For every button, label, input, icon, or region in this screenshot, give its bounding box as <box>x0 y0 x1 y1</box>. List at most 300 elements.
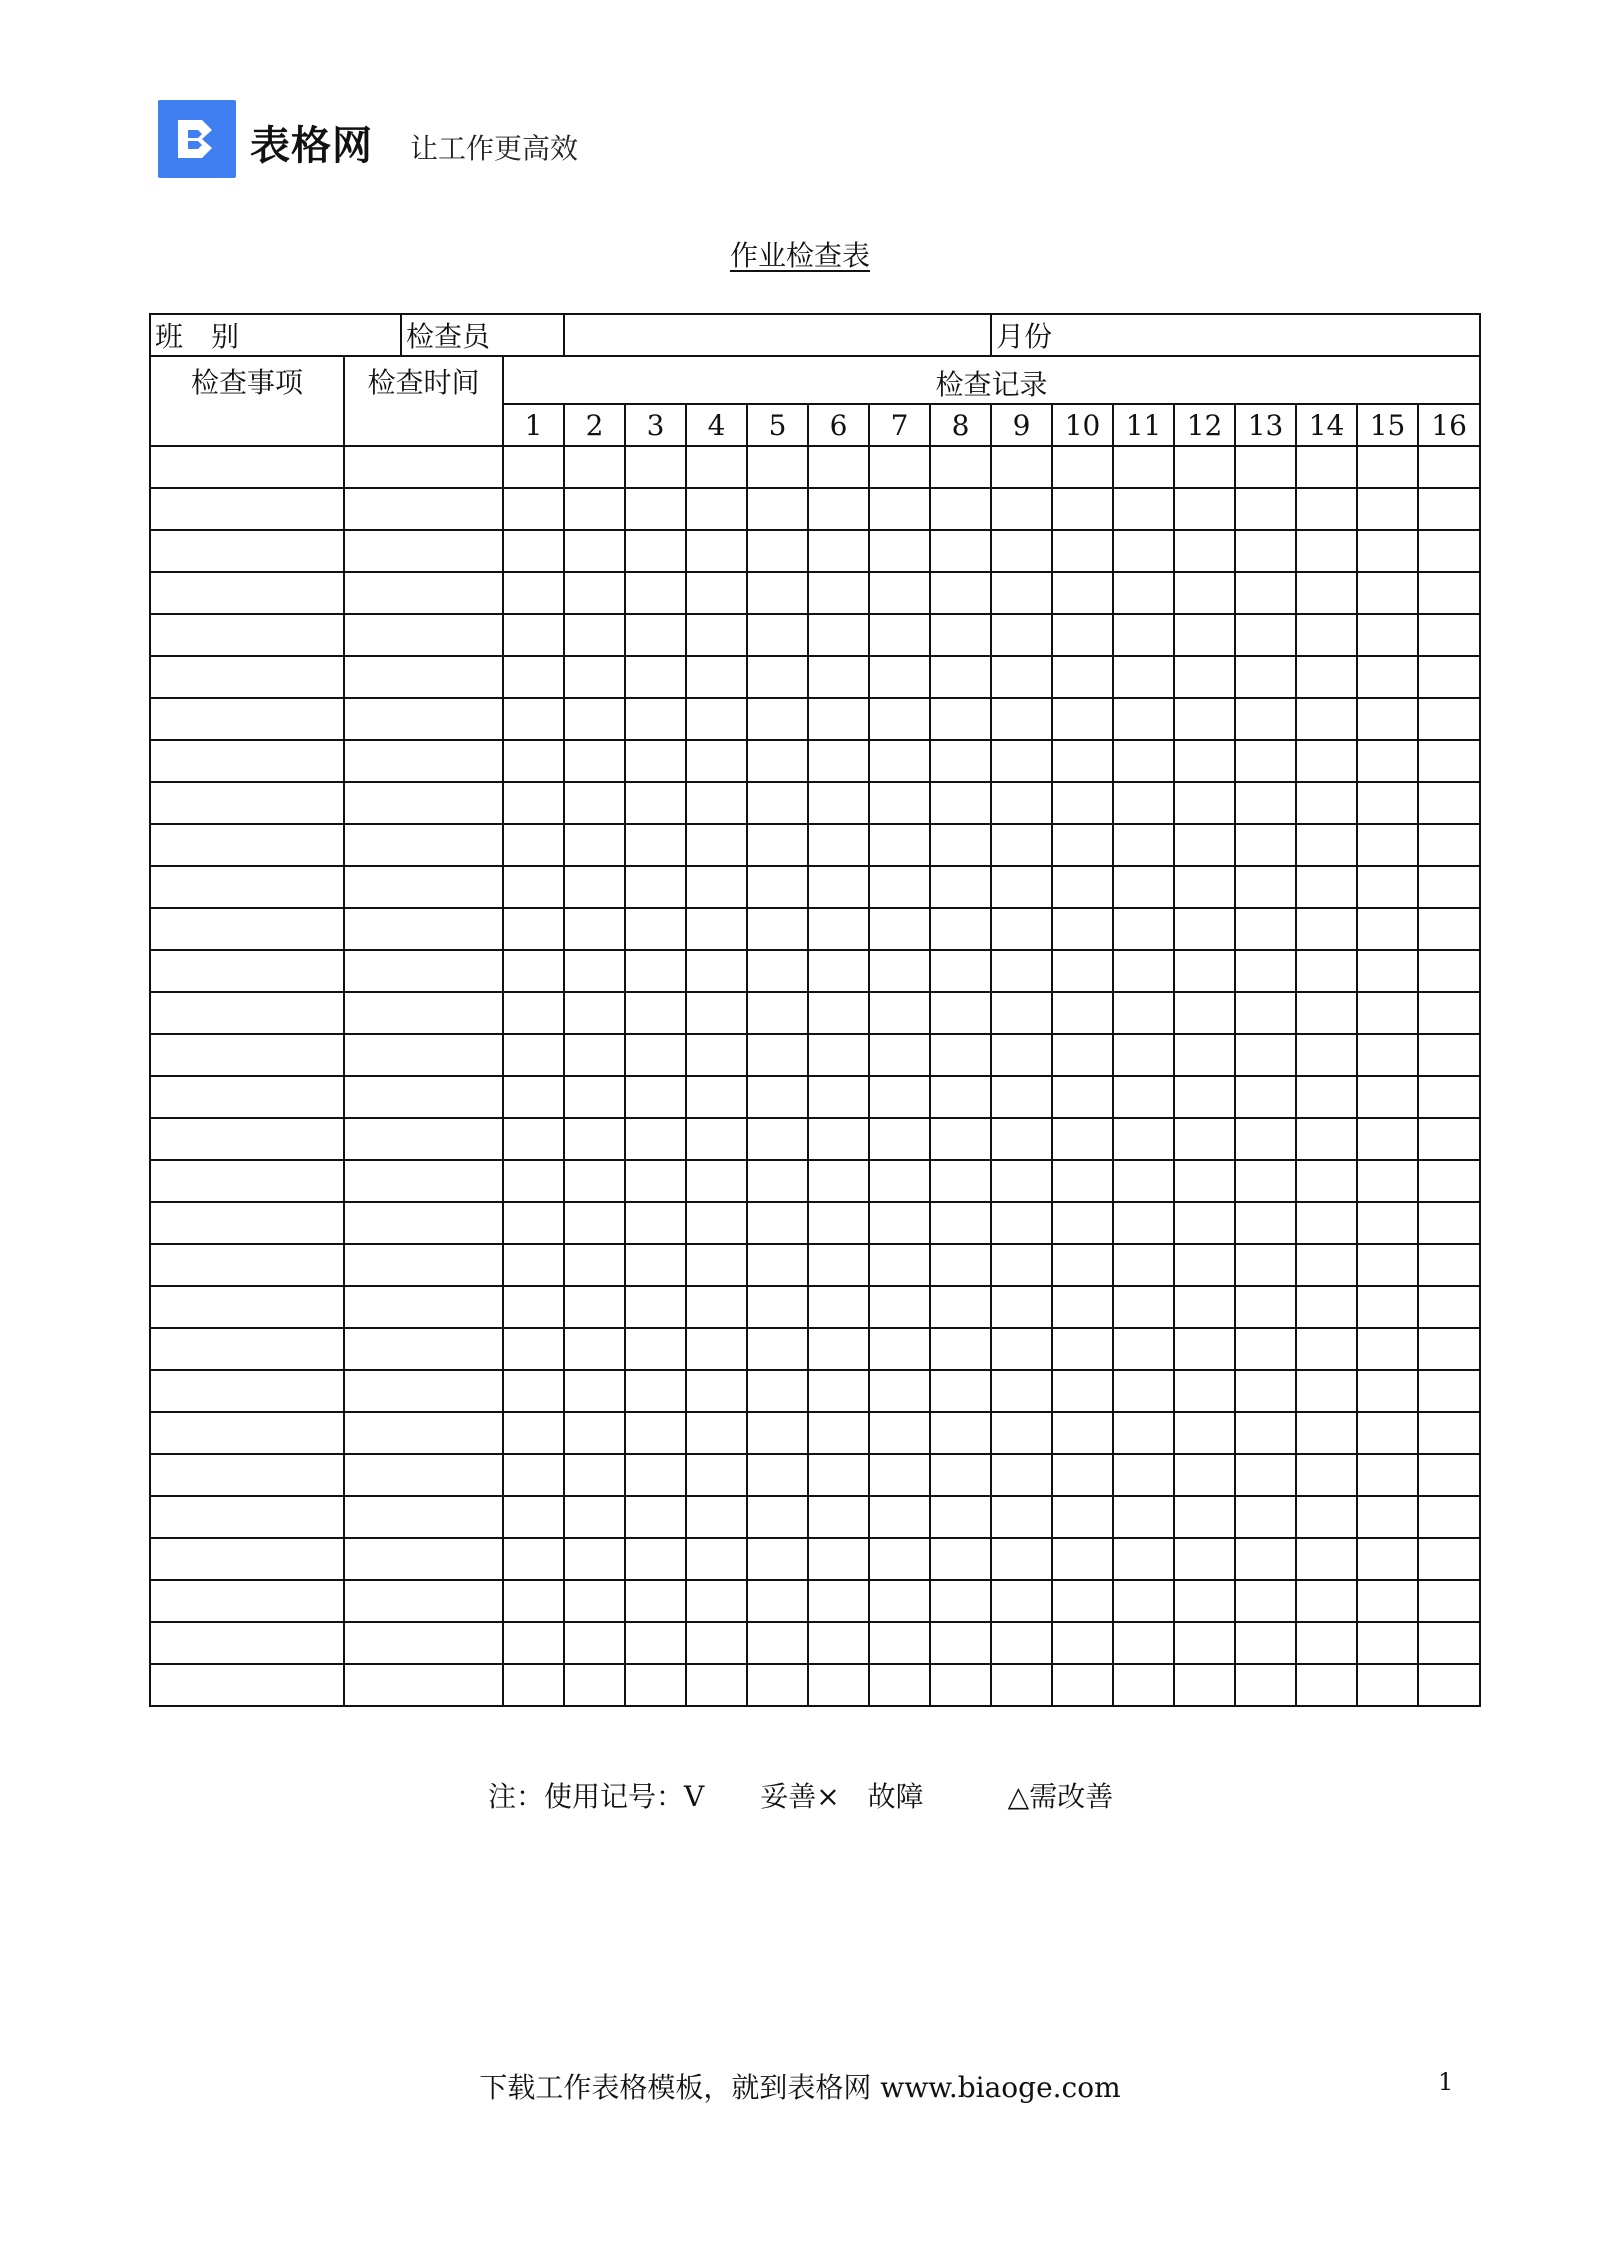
record-cell[interactable] <box>564 614 625 656</box>
record-cell[interactable] <box>1113 1496 1174 1538</box>
record-cell[interactable] <box>686 866 747 908</box>
record-cell[interactable] <box>564 1454 625 1496</box>
record-cell[interactable] <box>503 950 564 992</box>
record-cell[interactable] <box>1052 656 1113 698</box>
record-cell[interactable] <box>1113 908 1174 950</box>
record-cell[interactable] <box>808 656 869 698</box>
record-cell[interactable] <box>1174 824 1235 866</box>
record-cell[interactable] <box>930 866 991 908</box>
record-cell[interactable] <box>747 1370 808 1412</box>
record-cell[interactable] <box>808 992 869 1034</box>
record-cell[interactable] <box>747 530 808 572</box>
record-cell[interactable] <box>1418 1034 1480 1076</box>
item-cell[interactable] <box>150 950 344 992</box>
record-cell[interactable] <box>1296 782 1357 824</box>
record-cell[interactable] <box>564 1538 625 1580</box>
record-cell[interactable] <box>1174 1496 1235 1538</box>
record-cell[interactable] <box>991 782 1052 824</box>
record-cell[interactable] <box>869 698 930 740</box>
record-cell[interactable] <box>1113 1118 1174 1160</box>
record-cell[interactable] <box>1296 908 1357 950</box>
record-cell[interactable] <box>869 950 930 992</box>
record-cell[interactable] <box>1357 1076 1418 1118</box>
record-cell[interactable] <box>1052 1580 1113 1622</box>
item-cell[interactable] <box>150 1286 344 1328</box>
record-cell[interactable] <box>1235 1034 1296 1076</box>
record-cell[interactable] <box>930 740 991 782</box>
record-cell[interactable] <box>686 1622 747 1664</box>
record-cell[interactable] <box>869 1034 930 1076</box>
record-cell[interactable] <box>808 1076 869 1118</box>
record-cell[interactable] <box>625 1160 686 1202</box>
record-cell[interactable] <box>747 1118 808 1160</box>
record-cell[interactable] <box>1296 530 1357 572</box>
record-cell[interactable] <box>686 1160 747 1202</box>
time-cell[interactable] <box>344 1496 503 1538</box>
record-cell[interactable] <box>1174 1580 1235 1622</box>
time-cell[interactable] <box>344 446 503 488</box>
record-cell[interactable] <box>991 572 1052 614</box>
record-cell[interactable] <box>991 1496 1052 1538</box>
record-cell[interactable] <box>1235 446 1296 488</box>
item-cell[interactable] <box>150 1202 344 1244</box>
record-cell[interactable] <box>869 866 930 908</box>
record-cell[interactable] <box>503 488 564 530</box>
record-cell[interactable] <box>1418 530 1480 572</box>
item-cell[interactable] <box>150 908 344 950</box>
time-cell[interactable] <box>344 530 503 572</box>
record-cell[interactable] <box>869 740 930 782</box>
record-cell[interactable] <box>1113 992 1174 1034</box>
record-cell[interactable] <box>1357 992 1418 1034</box>
record-cell[interactable] <box>991 656 1052 698</box>
record-cell[interactable] <box>808 1454 869 1496</box>
record-cell[interactable] <box>1113 1412 1174 1454</box>
record-cell[interactable] <box>1418 1328 1480 1370</box>
record-cell[interactable] <box>686 1118 747 1160</box>
record-cell[interactable] <box>930 1202 991 1244</box>
record-cell[interactable] <box>1296 488 1357 530</box>
record-cell[interactable] <box>625 614 686 656</box>
record-cell[interactable] <box>1113 572 1174 614</box>
record-cell[interactable] <box>930 1328 991 1370</box>
record-cell[interactable] <box>1235 992 1296 1034</box>
record-cell[interactable] <box>1418 866 1480 908</box>
record-cell[interactable] <box>747 740 808 782</box>
record-cell[interactable] <box>1052 488 1113 530</box>
item-cell[interactable] <box>150 1538 344 1580</box>
record-cell[interactable] <box>1113 1244 1174 1286</box>
record-cell[interactable] <box>564 1202 625 1244</box>
record-cell[interactable] <box>747 656 808 698</box>
record-cell[interactable] <box>564 1370 625 1412</box>
record-cell[interactable] <box>1418 1538 1480 1580</box>
record-cell[interactable] <box>503 1496 564 1538</box>
record-cell[interactable] <box>1357 740 1418 782</box>
time-cell[interactable] <box>344 1622 503 1664</box>
record-cell[interactable] <box>1235 698 1296 740</box>
record-cell[interactable] <box>625 698 686 740</box>
record-cell[interactable] <box>808 1202 869 1244</box>
record-cell[interactable] <box>991 1664 1052 1706</box>
record-cell[interactable] <box>503 1412 564 1454</box>
record-cell[interactable] <box>1357 1286 1418 1328</box>
record-cell[interactable] <box>1357 614 1418 656</box>
record-cell[interactable] <box>1357 866 1418 908</box>
record-cell[interactable] <box>686 782 747 824</box>
record-cell[interactable] <box>808 866 869 908</box>
record-cell[interactable] <box>1357 1538 1418 1580</box>
record-cell[interactable] <box>869 572 930 614</box>
record-cell[interactable] <box>1052 1244 1113 1286</box>
record-cell[interactable] <box>930 530 991 572</box>
record-cell[interactable] <box>1296 824 1357 866</box>
record-cell[interactable] <box>1174 1370 1235 1412</box>
record-cell[interactable] <box>564 572 625 614</box>
record-cell[interactable] <box>747 446 808 488</box>
record-cell[interactable] <box>930 614 991 656</box>
record-cell[interactable] <box>747 908 808 950</box>
record-cell[interactable] <box>686 572 747 614</box>
record-cell[interactable] <box>869 1412 930 1454</box>
time-cell[interactable] <box>344 1286 503 1328</box>
record-cell[interactable] <box>1357 782 1418 824</box>
record-cell[interactable] <box>869 1622 930 1664</box>
record-cell[interactable] <box>1113 1370 1174 1412</box>
record-cell[interactable] <box>503 1160 564 1202</box>
record-cell[interactable] <box>1174 614 1235 656</box>
record-cell[interactable] <box>1235 1412 1296 1454</box>
record-cell[interactable] <box>1296 1664 1357 1706</box>
record-cell[interactable] <box>747 1244 808 1286</box>
record-cell[interactable] <box>991 1076 1052 1118</box>
record-cell[interactable] <box>686 824 747 866</box>
record-cell[interactable] <box>991 1328 1052 1370</box>
record-cell[interactable] <box>1113 950 1174 992</box>
record-cell[interactable] <box>625 1454 686 1496</box>
record-cell[interactable] <box>1174 572 1235 614</box>
item-cell[interactable] <box>150 446 344 488</box>
record-cell[interactable] <box>808 1664 869 1706</box>
record-cell[interactable] <box>1052 614 1113 656</box>
record-cell[interactable] <box>625 1538 686 1580</box>
record-cell[interactable] <box>686 1202 747 1244</box>
record-cell[interactable] <box>503 1454 564 1496</box>
record-cell[interactable] <box>503 1202 564 1244</box>
record-cell[interactable] <box>808 1328 869 1370</box>
record-cell[interactable] <box>1418 1622 1480 1664</box>
record-cell[interactable] <box>1418 824 1480 866</box>
item-cell[interactable] <box>150 656 344 698</box>
record-cell[interactable] <box>1113 1664 1174 1706</box>
record-cell[interactable] <box>686 1664 747 1706</box>
record-cell[interactable] <box>564 866 625 908</box>
record-cell[interactable] <box>1052 908 1113 950</box>
record-cell[interactable] <box>686 530 747 572</box>
record-cell[interactable] <box>564 908 625 950</box>
record-cell[interactable] <box>1357 824 1418 866</box>
record-cell[interactable] <box>747 1622 808 1664</box>
record-cell[interactable] <box>808 824 869 866</box>
record-cell[interactable] <box>991 824 1052 866</box>
record-cell[interactable] <box>1357 950 1418 992</box>
record-cell[interactable] <box>564 1076 625 1118</box>
record-cell[interactable] <box>1418 572 1480 614</box>
record-cell[interactable] <box>991 446 1052 488</box>
record-cell[interactable] <box>503 1034 564 1076</box>
record-cell[interactable] <box>1357 530 1418 572</box>
record-cell[interactable] <box>1357 1244 1418 1286</box>
item-cell[interactable] <box>150 1160 344 1202</box>
record-cell[interactable] <box>564 1664 625 1706</box>
record-cell[interactable] <box>1052 992 1113 1034</box>
record-cell[interactable] <box>747 992 808 1034</box>
record-cell[interactable] <box>808 740 869 782</box>
time-cell[interactable] <box>344 824 503 866</box>
record-cell[interactable] <box>1052 1496 1113 1538</box>
record-cell[interactable] <box>1174 740 1235 782</box>
record-cell[interactable] <box>1296 1244 1357 1286</box>
record-cell[interactable] <box>503 1118 564 1160</box>
record-cell[interactable] <box>1357 1328 1418 1370</box>
record-cell[interactable] <box>1052 446 1113 488</box>
record-cell[interactable] <box>564 1412 625 1454</box>
record-cell[interactable] <box>808 530 869 572</box>
record-cell[interactable] <box>1296 614 1357 656</box>
record-cell[interactable] <box>1235 908 1296 950</box>
record-cell[interactable] <box>1235 824 1296 866</box>
record-cell[interactable] <box>991 1286 1052 1328</box>
record-cell[interactable] <box>1113 1622 1174 1664</box>
record-cell[interactable] <box>625 782 686 824</box>
record-cell[interactable] <box>747 572 808 614</box>
record-cell[interactable] <box>1296 1160 1357 1202</box>
record-cell[interactable] <box>1357 908 1418 950</box>
record-cell[interactable] <box>1174 1454 1235 1496</box>
record-cell[interactable] <box>1296 1580 1357 1622</box>
record-cell[interactable] <box>1174 908 1235 950</box>
record-cell[interactable] <box>869 1076 930 1118</box>
time-cell[interactable] <box>344 1160 503 1202</box>
time-cell[interactable] <box>344 1580 503 1622</box>
record-cell[interactable] <box>564 530 625 572</box>
record-cell[interactable] <box>1235 782 1296 824</box>
record-cell[interactable] <box>930 1412 991 1454</box>
record-cell[interactable] <box>808 488 869 530</box>
record-cell[interactable] <box>625 866 686 908</box>
record-cell[interactable] <box>503 740 564 782</box>
record-cell[interactable] <box>1235 1538 1296 1580</box>
record-cell[interactable] <box>1418 1076 1480 1118</box>
record-cell[interactable] <box>808 1160 869 1202</box>
record-cell[interactable] <box>1357 1202 1418 1244</box>
time-cell[interactable] <box>344 488 503 530</box>
record-cell[interactable] <box>1052 1160 1113 1202</box>
record-cell[interactable] <box>1418 1244 1480 1286</box>
item-cell[interactable] <box>150 1034 344 1076</box>
record-cell[interactable] <box>1235 530 1296 572</box>
record-cell[interactable] <box>1113 1286 1174 1328</box>
record-cell[interactable] <box>991 1538 1052 1580</box>
record-cell[interactable] <box>991 1412 1052 1454</box>
record-cell[interactable] <box>1296 866 1357 908</box>
record-cell[interactable] <box>1052 1412 1113 1454</box>
record-cell[interactable] <box>1113 446 1174 488</box>
record-cell[interactable] <box>1418 488 1480 530</box>
record-cell[interactable] <box>1113 1328 1174 1370</box>
record-cell[interactable] <box>1357 1370 1418 1412</box>
record-cell[interactable] <box>1418 446 1480 488</box>
record-cell[interactable] <box>869 614 930 656</box>
record-cell[interactable] <box>747 1496 808 1538</box>
record-cell[interactable] <box>1357 1580 1418 1622</box>
record-cell[interactable] <box>808 1580 869 1622</box>
record-cell[interactable] <box>1174 782 1235 824</box>
record-cell[interactable] <box>930 950 991 992</box>
record-cell[interactable] <box>1357 656 1418 698</box>
record-cell[interactable] <box>1235 740 1296 782</box>
record-cell[interactable] <box>625 1412 686 1454</box>
record-cell[interactable] <box>564 698 625 740</box>
record-cell[interactable] <box>1296 1412 1357 1454</box>
record-cell[interactable] <box>564 1328 625 1370</box>
record-cell[interactable] <box>930 1664 991 1706</box>
record-cell[interactable] <box>747 1538 808 1580</box>
record-cell[interactable] <box>991 1160 1052 1202</box>
record-cell[interactable] <box>1113 1538 1174 1580</box>
record-cell[interactable] <box>1052 782 1113 824</box>
record-cell[interactable] <box>503 1622 564 1664</box>
record-cell[interactable] <box>1235 656 1296 698</box>
record-cell[interactable] <box>564 1160 625 1202</box>
record-cell[interactable] <box>625 572 686 614</box>
record-cell[interactable] <box>1052 1454 1113 1496</box>
record-cell[interactable] <box>1357 1118 1418 1160</box>
record-cell[interactable] <box>1174 866 1235 908</box>
record-cell[interactable] <box>1296 1622 1357 1664</box>
record-cell[interactable] <box>991 1454 1052 1496</box>
item-cell[interactable] <box>150 1118 344 1160</box>
record-cell[interactable] <box>991 866 1052 908</box>
record-cell[interactable] <box>1418 614 1480 656</box>
item-cell[interactable] <box>150 1412 344 1454</box>
record-cell[interactable] <box>503 1076 564 1118</box>
record-cell[interactable] <box>1174 530 1235 572</box>
item-cell[interactable] <box>150 1622 344 1664</box>
record-cell[interactable] <box>686 446 747 488</box>
record-cell[interactable] <box>991 1370 1052 1412</box>
record-cell[interactable] <box>564 656 625 698</box>
record-cell[interactable] <box>1174 1538 1235 1580</box>
record-cell[interactable] <box>869 1538 930 1580</box>
record-cell[interactable] <box>1357 698 1418 740</box>
record-cell[interactable] <box>808 1622 869 1664</box>
record-cell[interactable] <box>869 1370 930 1412</box>
record-cell[interactable] <box>869 1664 930 1706</box>
record-cell[interactable] <box>869 1496 930 1538</box>
record-cell[interactable] <box>564 740 625 782</box>
record-cell[interactable] <box>625 1580 686 1622</box>
record-cell[interactable] <box>1235 950 1296 992</box>
record-cell[interactable] <box>625 1370 686 1412</box>
record-cell[interactable] <box>1113 782 1174 824</box>
record-cell[interactable] <box>1174 1328 1235 1370</box>
record-cell[interactable] <box>1418 1370 1480 1412</box>
record-cell[interactable] <box>503 1664 564 1706</box>
record-cell[interactable] <box>625 1328 686 1370</box>
record-cell[interactable] <box>564 950 625 992</box>
record-cell[interactable] <box>1235 1370 1296 1412</box>
record-cell[interactable] <box>1418 1664 1480 1706</box>
record-cell[interactable] <box>625 1202 686 1244</box>
record-cell[interactable] <box>1113 656 1174 698</box>
record-cell[interactable] <box>625 446 686 488</box>
record-cell[interactable] <box>625 488 686 530</box>
record-cell[interactable] <box>503 1328 564 1370</box>
record-cell[interactable] <box>1174 992 1235 1034</box>
item-cell[interactable] <box>150 1370 344 1412</box>
record-cell[interactable] <box>1418 1580 1480 1622</box>
record-cell[interactable] <box>930 1622 991 1664</box>
record-cell[interactable] <box>747 1454 808 1496</box>
item-cell[interactable] <box>150 782 344 824</box>
record-cell[interactable] <box>747 950 808 992</box>
record-cell[interactable] <box>686 1412 747 1454</box>
record-cell[interactable] <box>1052 1118 1113 1160</box>
record-cell[interactable] <box>1174 1034 1235 1076</box>
record-cell[interactable] <box>808 614 869 656</box>
record-cell[interactable] <box>1052 1664 1113 1706</box>
record-cell[interactable] <box>503 1370 564 1412</box>
record-cell[interactable] <box>1235 1580 1296 1622</box>
record-cell[interactable] <box>686 1370 747 1412</box>
item-cell[interactable] <box>150 1076 344 1118</box>
item-cell[interactable] <box>150 992 344 1034</box>
record-cell[interactable] <box>1052 698 1113 740</box>
record-cell[interactable] <box>930 656 991 698</box>
time-cell[interactable] <box>344 992 503 1034</box>
record-cell[interactable] <box>991 1244 1052 1286</box>
record-cell[interactable] <box>503 530 564 572</box>
record-cell[interactable] <box>1052 866 1113 908</box>
record-cell[interactable] <box>1418 782 1480 824</box>
record-cell[interactable] <box>1296 740 1357 782</box>
record-cell[interactable] <box>625 1076 686 1118</box>
record-cell[interactable] <box>1418 908 1480 950</box>
record-cell[interactable] <box>1418 1118 1480 1160</box>
record-cell[interactable] <box>869 992 930 1034</box>
record-cell[interactable] <box>1296 1202 1357 1244</box>
record-cell[interactable] <box>503 1580 564 1622</box>
record-cell[interactable] <box>747 488 808 530</box>
record-cell[interactable] <box>1418 1160 1480 1202</box>
record-cell[interactable] <box>1418 740 1480 782</box>
record-cell[interactable] <box>930 992 991 1034</box>
record-cell[interactable] <box>930 824 991 866</box>
record-cell[interactable] <box>991 1580 1052 1622</box>
record-cell[interactable] <box>991 992 1052 1034</box>
record-cell[interactable] <box>930 1454 991 1496</box>
record-cell[interactable] <box>1052 950 1113 992</box>
time-cell[interactable] <box>344 656 503 698</box>
record-cell[interactable] <box>503 992 564 1034</box>
item-cell[interactable] <box>150 1664 344 1706</box>
record-cell[interactable] <box>808 950 869 992</box>
item-cell[interactable] <box>150 572 344 614</box>
record-cell[interactable] <box>564 1580 625 1622</box>
record-cell[interactable] <box>869 1244 930 1286</box>
item-cell[interactable] <box>150 488 344 530</box>
